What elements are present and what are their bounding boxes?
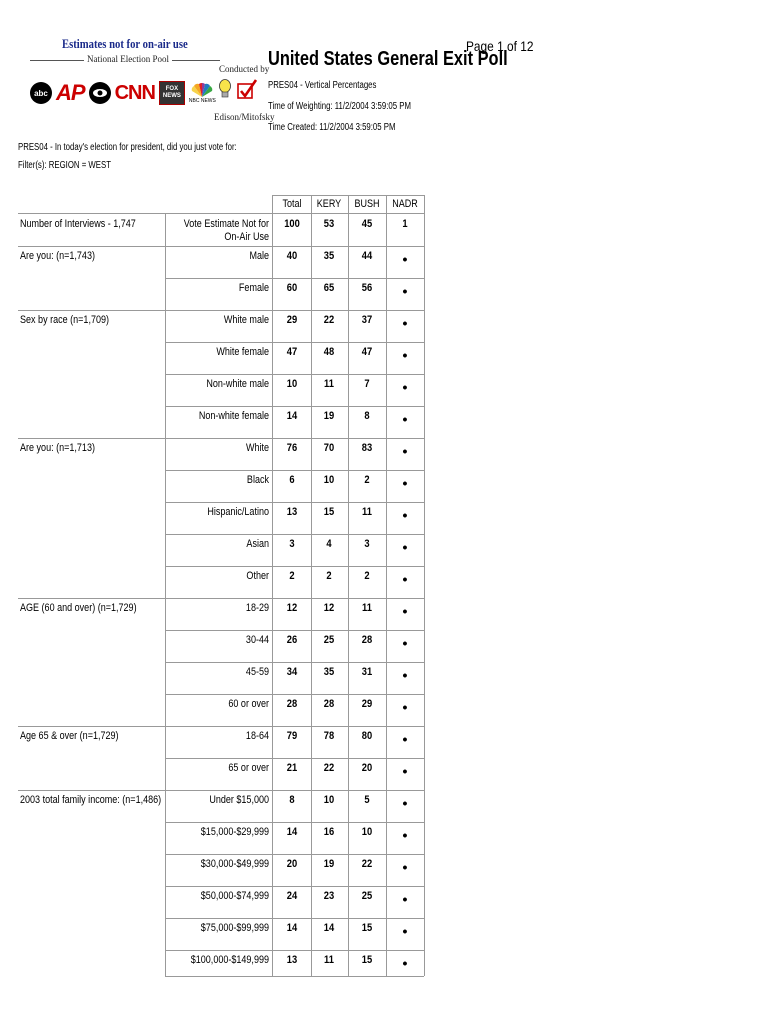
empty-value-dot: • xyxy=(402,827,408,843)
row-label: $15,000-$29,999 xyxy=(200,826,269,838)
value-cell: 8 xyxy=(289,794,295,806)
group-divider xyxy=(18,598,165,599)
value-cell: 14 xyxy=(286,410,298,422)
value-cell: 14 xyxy=(286,826,298,838)
column-header: KERY xyxy=(316,198,342,210)
value-cell: 65 xyxy=(323,282,335,294)
value-cell: 14 xyxy=(323,922,335,934)
value-cell: 20 xyxy=(361,762,373,774)
row-divider xyxy=(165,374,424,375)
row-label: $30,000-$49,999 xyxy=(200,858,269,870)
empty-value-dot: • xyxy=(402,795,408,811)
value-cell: 25 xyxy=(323,634,335,646)
group-label: AGE (60 and over) (n=1,729) xyxy=(20,602,137,614)
value-cell: 53 xyxy=(323,218,335,230)
empty-value-dot: • xyxy=(402,443,408,459)
value-cell: 13 xyxy=(286,506,298,518)
value-cell: 8 xyxy=(364,410,370,422)
value-cell: 40 xyxy=(286,250,298,262)
empty-value-dot: • xyxy=(402,411,408,427)
empty-value-dot: • xyxy=(402,667,408,683)
row-label: 65 or over xyxy=(228,762,269,774)
page-title: United States General Exit Poll xyxy=(268,48,508,70)
value-cell: 12 xyxy=(323,602,335,614)
banner-text: Estimates not for on-air use xyxy=(62,36,188,51)
value-cell: 15 xyxy=(323,506,335,518)
value-cell: 5 xyxy=(364,794,370,806)
value-cell: 45 xyxy=(361,218,373,230)
empty-value-dot: • xyxy=(402,923,408,939)
table-column-divider xyxy=(311,195,312,976)
value-cell: 28 xyxy=(323,698,335,710)
group-divider xyxy=(18,438,165,439)
empty-value-dot: • xyxy=(402,763,408,779)
row-label: Female xyxy=(238,282,269,294)
value-cell: 4 xyxy=(326,538,332,550)
group-divider xyxy=(18,213,165,214)
value-cell: 26 xyxy=(286,634,298,646)
group-label: Are you: (n=1,743) xyxy=(20,250,95,262)
row-divider xyxy=(165,246,424,247)
row-divider xyxy=(165,694,424,695)
value-cell: 12 xyxy=(286,602,298,614)
nbc-news-label: NBC NEWS xyxy=(188,98,216,104)
empty-value-dot: • xyxy=(402,507,408,523)
empty-value-dot: • xyxy=(402,347,408,363)
value-cell: 23 xyxy=(323,890,335,902)
value-cell: 31 xyxy=(361,666,373,678)
value-cell: 3 xyxy=(364,538,370,550)
value-cell: 48 xyxy=(323,346,335,358)
table-column-divider xyxy=(424,195,425,976)
value-cell: 100 xyxy=(284,218,300,230)
value-cell: 25 xyxy=(361,890,373,902)
value-cell: 70 xyxy=(323,442,335,454)
table-border-left xyxy=(165,213,166,976)
row-divider xyxy=(165,502,424,503)
value-cell: 10 xyxy=(361,826,373,838)
table-header-top-border xyxy=(272,195,424,196)
value-cell: 10 xyxy=(323,794,335,806)
value-cell: 2 xyxy=(364,474,370,486)
value-cell: 28 xyxy=(286,698,298,710)
row-label: Male xyxy=(249,250,269,262)
column-header: BUSH xyxy=(354,198,380,210)
value-cell: 37 xyxy=(361,314,373,326)
row-divider xyxy=(165,342,424,343)
value-cell: 3 xyxy=(289,538,295,550)
row-divider xyxy=(165,822,424,823)
time-of-weighting: Time of Weighting: 11/2/2004 3:59:05 PM xyxy=(268,101,411,112)
empty-value-dot: • xyxy=(402,955,408,971)
value-cell: 47 xyxy=(361,346,373,358)
row-label: 45-59 xyxy=(245,666,269,678)
row-divider xyxy=(165,598,424,599)
row-divider xyxy=(165,758,424,759)
empty-value-dot: • xyxy=(402,891,408,907)
value-cell: 20 xyxy=(286,858,298,870)
value-cell: 29 xyxy=(286,314,298,326)
empty-value-dot: • xyxy=(402,315,408,331)
value-cell: 76 xyxy=(286,442,298,454)
value-cell: 60 xyxy=(286,282,298,294)
row-divider xyxy=(165,662,424,663)
column-header: NADR xyxy=(392,198,418,210)
row-label: Hispanic/Latino xyxy=(207,506,269,518)
column-header: Total xyxy=(282,198,302,210)
value-cell: 22 xyxy=(361,858,373,870)
row-label: 18-64 xyxy=(245,730,269,742)
abc-logo-icon: abc xyxy=(30,82,52,104)
row-divider xyxy=(165,790,424,791)
value-cell: 56 xyxy=(361,282,373,294)
edison-mitofsky-label: Edison/Mitofsky xyxy=(214,112,275,122)
row-label: White xyxy=(245,442,269,454)
table-column-divider xyxy=(386,195,387,976)
row-label: Under $15,000 xyxy=(209,794,269,806)
group-label: Sex by race (n=1,709) xyxy=(20,314,110,326)
value-cell: 19 xyxy=(323,858,335,870)
empty-value-dot: • xyxy=(402,635,408,651)
value-cell: 2 xyxy=(289,570,295,582)
row-divider xyxy=(165,726,424,727)
row-label: Black xyxy=(246,474,269,486)
row-label: Non-white male xyxy=(206,378,269,390)
value-cell: 2 xyxy=(364,570,370,582)
row-label: 18-29 xyxy=(245,602,269,614)
row-label: $75,000-$99,999 xyxy=(200,922,269,934)
row-label: Non-white female xyxy=(198,410,269,422)
row-label: 60 or over xyxy=(228,698,269,710)
lightbulb-icon xyxy=(218,78,232,100)
value-cell: 35 xyxy=(323,666,335,678)
row-label: White female xyxy=(216,346,269,358)
empty-value-dot: • xyxy=(402,731,408,747)
value-cell: 44 xyxy=(361,250,373,262)
page-indicator: Page 1 of 12 xyxy=(466,38,534,54)
value-cell: 7 xyxy=(364,378,370,390)
value-cell: 83 xyxy=(361,442,373,454)
value-cell: 15 xyxy=(361,954,373,966)
row-divider xyxy=(165,213,424,214)
row-divider xyxy=(165,310,424,311)
row-label: $50,000-$74,999 xyxy=(200,890,269,902)
row-label: Asian xyxy=(246,538,269,550)
value-cell: 15 xyxy=(361,922,373,934)
value-cell: 35 xyxy=(323,250,335,262)
cbs-eye-logo-icon xyxy=(89,82,111,104)
row-divider xyxy=(165,854,424,855)
edison-mitofsky-logos xyxy=(218,78,258,100)
row-divider xyxy=(165,566,424,567)
row-label: $100,000-$149,999 xyxy=(190,954,269,966)
value-cell: 22 xyxy=(323,314,335,326)
table-bottom-border xyxy=(165,976,424,977)
time-created: Time Created: 11/2/2004 3:59:05 PM xyxy=(268,122,396,133)
ap-logo-icon: AP xyxy=(56,80,85,105)
empty-value-dot: • xyxy=(402,699,408,715)
fox-news-logo-icon xyxy=(159,81,185,105)
nbc-peacock-logo-icon xyxy=(189,82,216,104)
value-cell: 10 xyxy=(323,474,335,486)
empty-value-dot: • xyxy=(402,603,408,619)
value-cell: 13 xyxy=(286,954,298,966)
table-column-divider xyxy=(272,195,273,976)
value-cell: 11 xyxy=(324,954,334,966)
empty-value-dot: • xyxy=(402,475,408,491)
row-divider xyxy=(165,438,424,439)
empty-value-dot: • xyxy=(402,251,408,267)
value-cell: 29 xyxy=(361,698,373,710)
group-divider xyxy=(18,246,165,247)
value-cell: 19 xyxy=(323,410,335,422)
group-label: 2003 total family income: (n=1,486) xyxy=(20,794,162,806)
question-text: PRES04 - In today's election for president, did you just vote for: xyxy=(18,142,237,153)
value-cell: 10 xyxy=(286,378,298,390)
fox-news-logo-text: FOX NEWS xyxy=(162,86,181,99)
value-cell: 80 xyxy=(361,730,373,742)
group-label: Age 65 & over (n=1,729) xyxy=(20,730,119,742)
group-label: Are you: (n=1,713) xyxy=(20,442,95,454)
table-column-divider xyxy=(348,195,349,976)
row-divider xyxy=(165,918,424,919)
value-cell: 16 xyxy=(323,826,335,838)
empty-value-dot: • xyxy=(402,859,408,875)
row-divider xyxy=(165,534,424,535)
group-divider xyxy=(18,310,165,311)
group-divider xyxy=(18,726,165,727)
value-cell: 79 xyxy=(286,730,298,742)
network-logos xyxy=(30,78,216,108)
cnn-logo-icon: CNN xyxy=(114,81,155,104)
value-cell: 22 xyxy=(323,762,335,774)
empty-value-dot: • xyxy=(402,283,408,299)
nep-label: National Election Pool xyxy=(84,54,172,64)
row-label: Vote Estimate Not for On-Air Use xyxy=(183,218,269,243)
row-label: 30-44 xyxy=(245,634,269,646)
poll-id: PRES04 - Vertical Percentages xyxy=(268,80,377,91)
value-cell: 11 xyxy=(362,602,372,614)
value-cell: 34 xyxy=(286,666,298,678)
row-label: White male xyxy=(223,314,269,326)
value-cell: 2 xyxy=(326,570,332,582)
group-divider xyxy=(18,790,165,791)
empty-value-dot: • xyxy=(402,379,408,395)
row-divider xyxy=(165,630,424,631)
row-divider xyxy=(165,950,424,951)
value-cell: 21 xyxy=(286,762,298,774)
value-cell: 47 xyxy=(286,346,298,358)
value-cell: 11 xyxy=(362,506,372,518)
value-cell: 14 xyxy=(286,922,298,934)
value-cell: 28 xyxy=(361,634,373,646)
row-divider xyxy=(165,886,424,887)
checkbox-checkmark-icon xyxy=(236,78,258,100)
row-divider xyxy=(165,470,424,471)
group-label: Number of Interviews - 1,747 xyxy=(20,218,136,230)
conducted-by-label: Conducted by xyxy=(219,64,270,74)
row-label: Other xyxy=(246,570,269,582)
value-cell: 1 xyxy=(402,218,408,230)
filter-text: Filter(s): REGION = WEST xyxy=(18,160,111,171)
value-cell: 6 xyxy=(289,474,295,486)
value-cell: 11 xyxy=(324,378,334,390)
value-cell: 24 xyxy=(286,890,298,902)
row-divider xyxy=(165,406,424,407)
empty-value-dot: • xyxy=(402,571,408,587)
row-divider xyxy=(165,278,424,279)
empty-value-dot: • xyxy=(402,539,408,555)
value-cell: 78 xyxy=(323,730,335,742)
